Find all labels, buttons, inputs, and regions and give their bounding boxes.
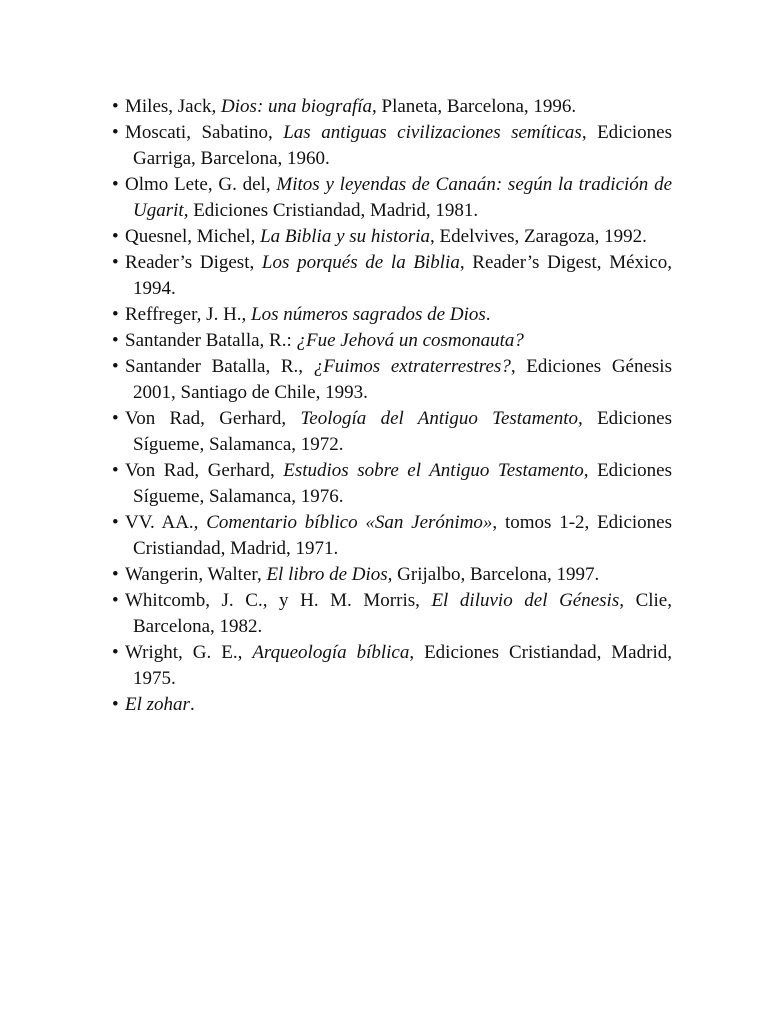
entry-title: El diluvio del Génesis, xyxy=(431,590,624,611)
entry-publication: , Ediciones Cristiandad, Madrid, 1981. xyxy=(183,200,479,221)
entry-author: Quesnel, Michel, xyxy=(125,226,261,247)
entry-publication: Grijalbo, Barcelona, 1997. xyxy=(392,564,600,585)
bibliography-entry xyxy=(112,250,672,302)
entry-publication: , Ediciones Génesis 2001, Santiago de Chile, 1993. xyxy=(133,356,672,403)
entry-publication: , Ediciones Sígueme, Salamanca, 1976. xyxy=(133,460,672,507)
entry-author: Whitcomb, J. C., y H. M. Morris, xyxy=(125,590,432,611)
bullet-marker: • xyxy=(112,694,119,715)
bibliography-entry xyxy=(112,692,672,718)
entry-title: Dios: una biografía xyxy=(221,96,372,117)
entry-publication: . xyxy=(189,694,195,715)
bullet-marker: • xyxy=(112,356,119,377)
entry-publication: , tomos 1-2, Ediciones Cristiandad, Madrid, 1971. xyxy=(133,512,673,559)
entry-title: La Biblia y su historia xyxy=(260,226,431,247)
entry-title: ¿Fue Jehová un cosmonauta? xyxy=(296,330,524,351)
bullet-marker: • xyxy=(112,512,119,533)
bibliography-entry xyxy=(112,354,672,406)
bullet-marker: • xyxy=(112,226,119,247)
bibliography-entry xyxy=(112,458,672,510)
bullet-marker: • xyxy=(112,590,119,611)
entry-title: Estudios sobre el Antiguo Testamento xyxy=(283,460,584,481)
bibliography-entry xyxy=(112,562,672,588)
entry-publication: . xyxy=(485,304,491,325)
bibliography-entry xyxy=(112,328,672,354)
entry-title: Arqueología bíblica xyxy=(252,642,410,663)
bibliography-entry xyxy=(112,640,672,692)
bibliography-entry xyxy=(112,94,672,120)
bibliography-entry xyxy=(112,510,672,562)
bibliography-entry xyxy=(112,406,672,458)
entry-publication: , Ediciones Garriga, Barcelona, 1960. xyxy=(133,122,672,169)
entry-publication: Ediciones Sígueme, Salamanca, 1972. xyxy=(133,408,672,455)
entry-publication: Clie, Barcelona, 1982. xyxy=(133,590,672,637)
entry-publication: , Edelvives, Zaragoza, 1992. xyxy=(430,226,647,247)
entry-author: Wright, G. E., xyxy=(125,642,253,663)
bibliography-entry xyxy=(112,588,672,640)
entry-author: Reader’s Digest, xyxy=(125,252,262,273)
bibliography-entry xyxy=(112,302,672,328)
entry-title: Comentario bíblico «San Jerónimo» xyxy=(206,512,493,533)
bullet-marker: • xyxy=(112,96,119,117)
entry-title: Mitos y leyendas de Canaán: según la tradición de Ugarit xyxy=(133,174,672,221)
bibliography-entry xyxy=(112,120,672,172)
entry-title: Las antiguas civilizaciones semíticas xyxy=(283,122,582,143)
entry-title: ¿Fuimos extraterrestres? xyxy=(313,356,511,377)
entry-title: Los números sagrados de Dios xyxy=(251,304,486,325)
entry-publication: , Planeta, Barcelona, 1996. xyxy=(372,96,577,117)
bullet-marker: • xyxy=(112,564,119,585)
bullet-marker: • xyxy=(112,174,119,195)
bullet-marker: • xyxy=(112,304,119,325)
bibliography-entry xyxy=(112,172,672,224)
entry-title: Los porqués de la Biblia xyxy=(261,252,460,273)
bibliography-list xyxy=(112,94,672,718)
bibliography-entry xyxy=(112,224,672,250)
entry-author: Santander Batalla, R.: xyxy=(125,330,297,351)
entry-author: VV. AA., xyxy=(125,512,207,533)
entry-author: Santander Batalla, R., xyxy=(125,356,314,377)
entry-publication: , Reader’s Digest, México, 1994. xyxy=(133,252,672,299)
bullet-marker: • xyxy=(112,252,119,273)
entry-author: Miles, Jack, xyxy=(125,96,222,117)
bullet-marker: • xyxy=(112,122,119,143)
entry-author: Reffreger, J. H., xyxy=(125,304,252,325)
entry-title: El libro de Dios, xyxy=(266,564,393,585)
entry-author: Von Rad, Gerhard, xyxy=(125,460,284,481)
entry-author: Olmo Lete, G. del, xyxy=(125,174,277,195)
entry-publication: , Ediciones Cristiandad, Madrid, 1975. xyxy=(133,642,672,689)
entry-title: El zohar xyxy=(125,694,190,715)
bullet-marker: • xyxy=(112,642,119,663)
entry-author: Von Rad, Gerhard, xyxy=(125,408,301,429)
entry-title: Teología del Antiguo Testamento, xyxy=(300,408,583,429)
bullet-marker: • xyxy=(112,460,119,481)
entry-author: Moscati, Sabatino, xyxy=(125,122,284,143)
entry-author: Wangerin, Walter, xyxy=(125,564,267,585)
bullet-marker: • xyxy=(112,408,119,429)
bullet-marker: • xyxy=(112,330,119,351)
